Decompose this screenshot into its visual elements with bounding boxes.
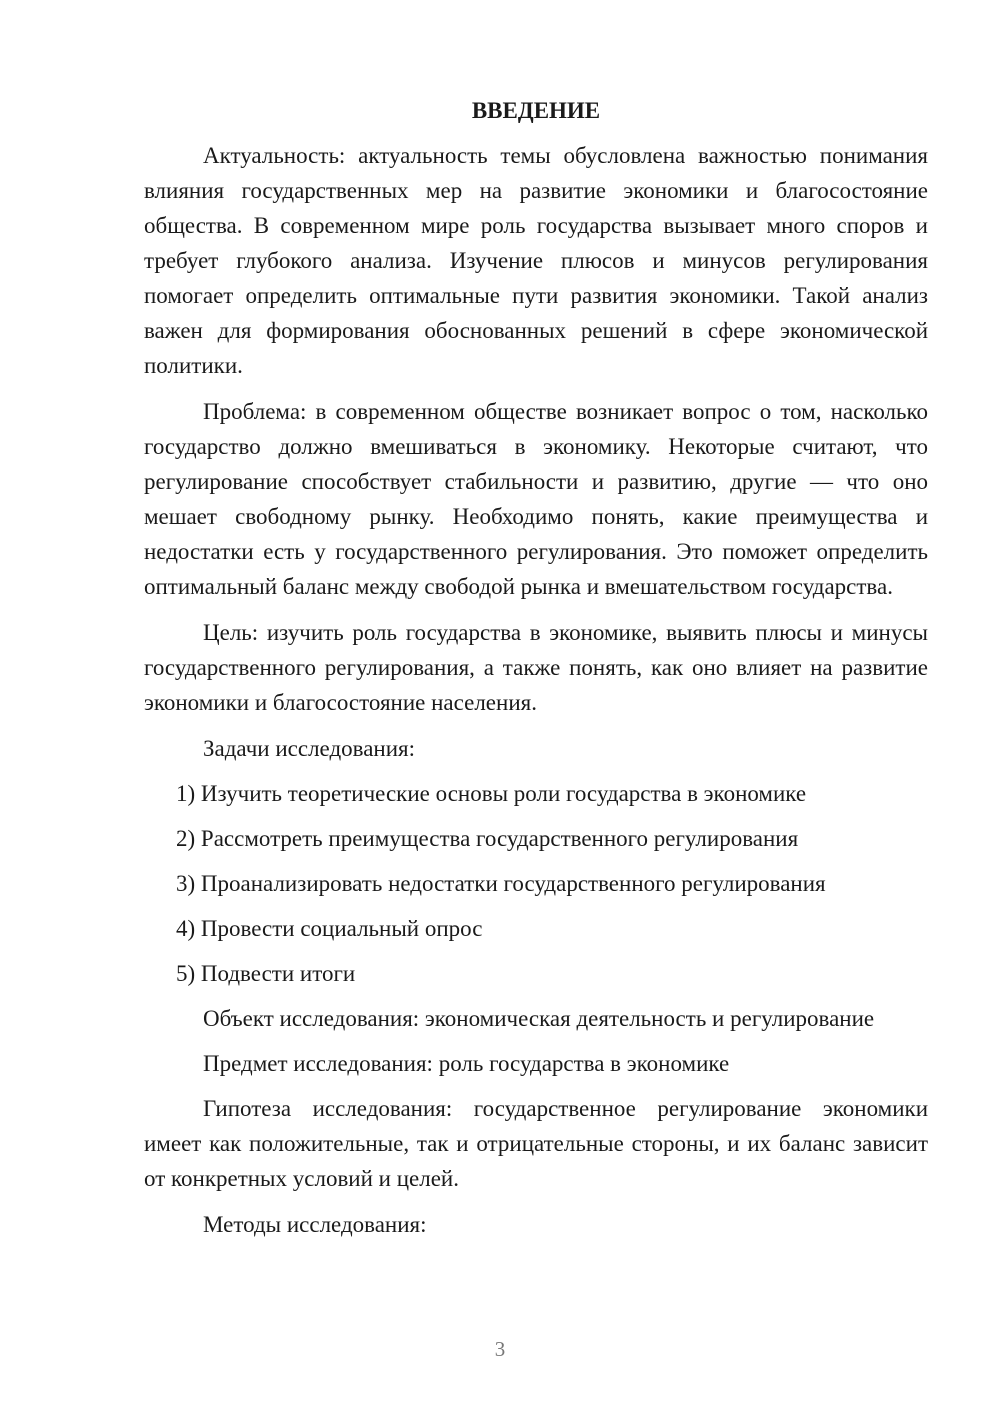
object-line: Объект исследования: экономическая деятельность и регулирование (203, 1006, 875, 1031)
goal-paragraph: Цель: изучить роль государства в экономике, выявить плюсы и минусы государственного регулирования, а также понять, как оно влияет на развитие экономики и благосостояние населения. (144, 620, 928, 715)
hypothesis-paragraph: Гипотеза исследования: государственное регулирование экономики имеет как положительные, так и отрицательные стороны, и их баланс зависит от конкретных условий и целей. (144, 1096, 928, 1191)
tasks-list (144, 776, 928, 991)
page-title: ВВЕДЕНИЕ (471, 98, 601, 123)
list-item: 4) Провести социальный опрос (176, 916, 483, 941)
list-item: 2) Рассмотреть преимущества государственного регулирования (176, 826, 799, 851)
list-item: 5) Подвести итоги (176, 961, 356, 986)
page-number: 3 (494, 1337, 506, 1361)
problem-paragraph: Проблема: в современном обществе возникает вопрос о том, насколько государство должно вмешиваться в экономику. Некоторые считают, что регулирование способствует стабильности и развитию, другие — что оно мешает свободному рынку. Необходимо понять, какие преимущества и недостатки есть у государственного регулирования. Это поможет определить оптимальный баланс между свободой рынка и вмешательством государства. (144, 399, 928, 599)
list-item: 1) Изучить теоретические основы роли государства в экономике (176, 781, 807, 806)
list-item: 3) Проанализировать недостатки государственного регулирования (176, 871, 826, 896)
relevance-paragraph: Актуальность: актуальность темы обусловлена важностью понимания влияния государственных мер на развитие экономики и благосостояние общества. В современном мире роль государства вызывает много споров и требует глубокого анализа. Изучение плюсов и минусов регулирования помогает определить оптимальные пути развития экономики. Такой анализ важен для формирования обоснованных решений в сфере экономической политики. (144, 143, 928, 378)
tasks-heading: Задачи исследования: (203, 736, 416, 761)
methods-heading: Методы исследования: (203, 1212, 427, 1237)
subject-line: Предмет исследования: роль государства в экономике (203, 1051, 730, 1076)
page-content (144, 93, 928, 1252)
